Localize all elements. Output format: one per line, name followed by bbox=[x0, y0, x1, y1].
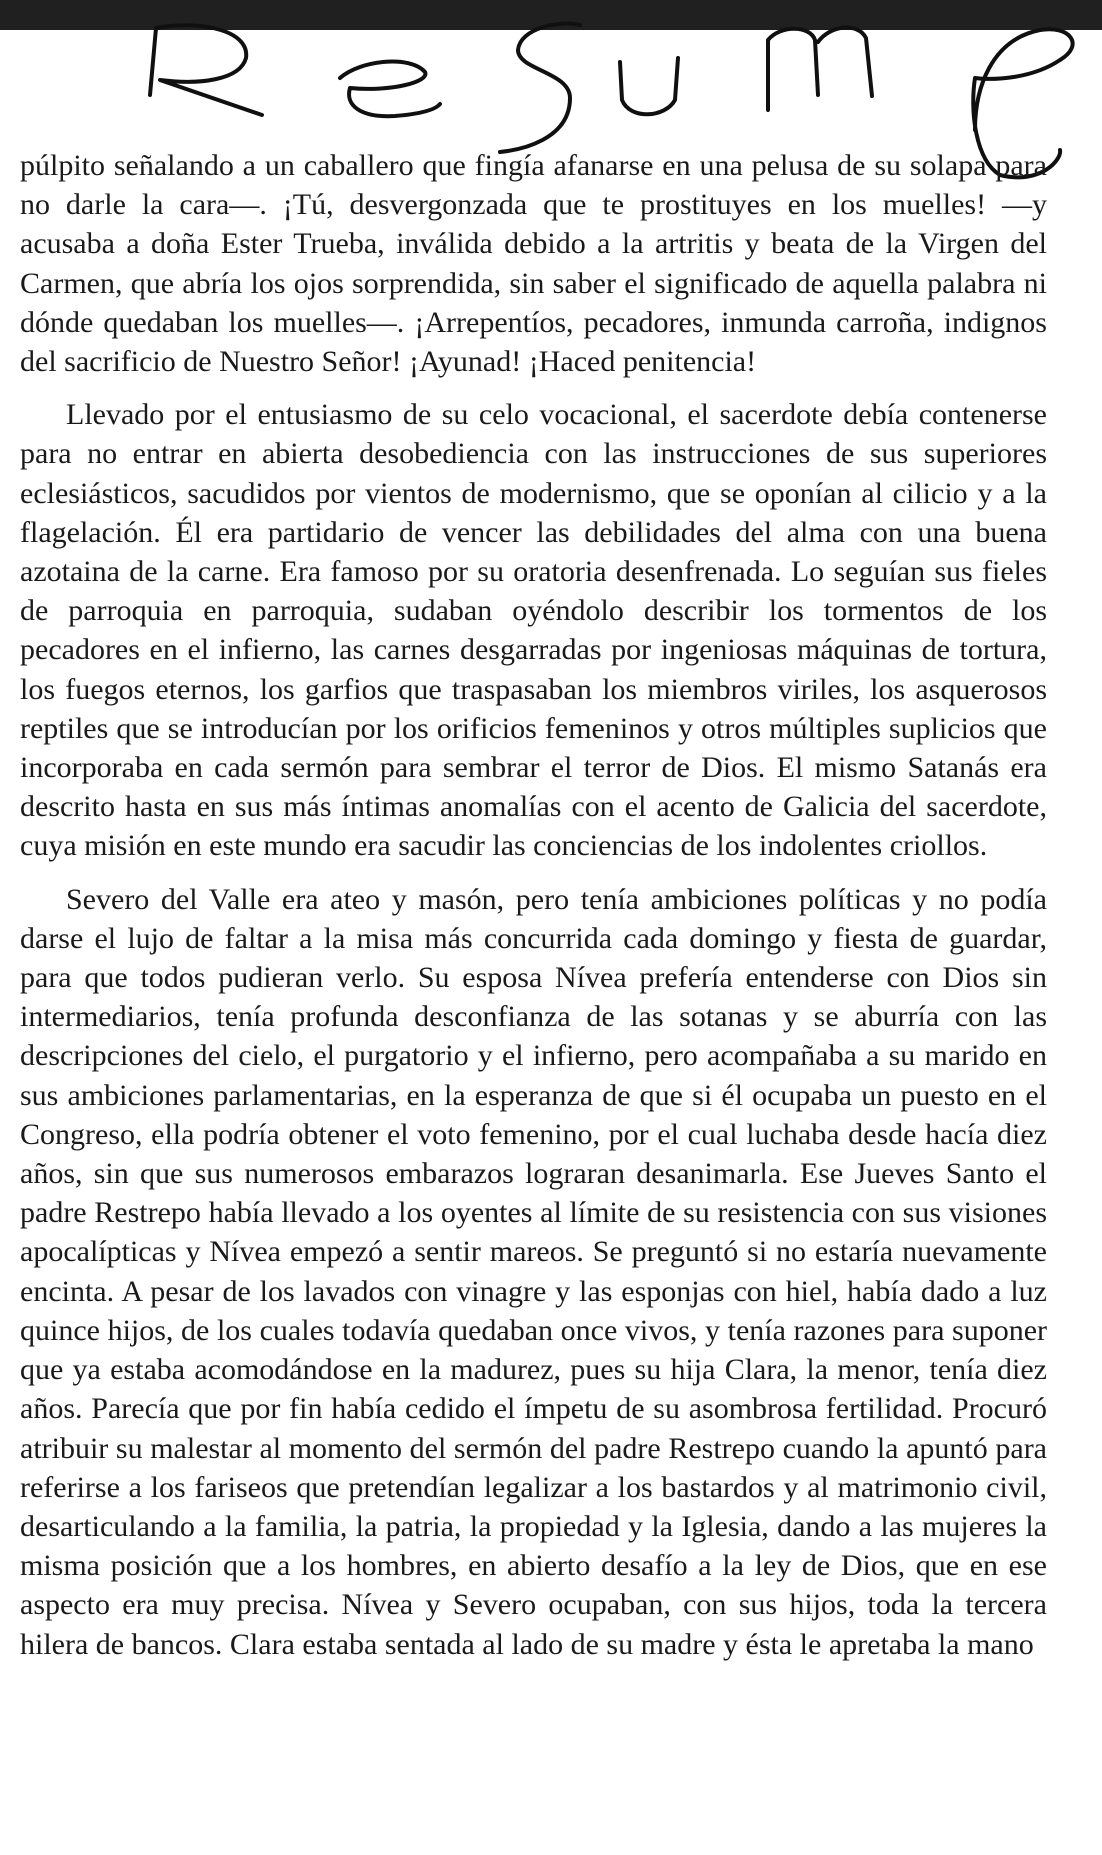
letter-m bbox=[768, 27, 872, 110]
letter-e bbox=[340, 62, 440, 117]
paragraph: púlpito señalando a un caballero que fingía afanarse en una pelusa de su solapa para no darle la cara—. ¡Tú, desvergonzada que te prostituyes en los muelles! —y acusaba a doña Ester Trueba, inválida debido a la artritis y beata de la Virgen del Carmen, que abría los ojos sorprendida, sin saber el significado de aquella palabra ni dónde quedaban los muelles—. ¡Arrepentíos, pecadores, inmunda carroña, indignos del sacrificio de Nuestro Señor! ¡Ayunad! ¡Haced penitencia! bbox=[20, 149, 1047, 379]
letter-u bbox=[620, 58, 678, 114]
letter-s bbox=[500, 24, 580, 152]
top-status-bar bbox=[0, 0, 1102, 30]
letter-r bbox=[150, 25, 262, 115]
book-page-text bbox=[20, 146, 1047, 1664]
paragraph: Severo del Valle era ateo y masón, pero tenía ambiciones políticas y no podía darse el lujo de faltar a la misa más concurrida cada domingo y fiesta de guardar, para que todos pudieran verlo. Su esposa Nívea prefería entenderse con Dios sin intermediarios, tenía profunda desconfianza de las sotanas y se aburría con las descripciones del cielo, el purgatorio y el infierno, pero acompañaba a su marido en sus ambiciones parlamentarias, en la esperanza de que si él ocupaba un puesto en el Congreso, ella podría obtener el voto femenino, por el cual luchaba desde hacía diez años, sin que sus numerosos embarazos lograran desanimarla. Ese Jueves Santo el padre Restrepo había llevado a los oyentes al límite de su resistencia con sus visiones apocalípticas y Nívea empezó a sentir mareos. Se preguntó si no estaría nuevamente encinta. A pesar de los lavados con vinagre y las esponjas con hiel, había dado a luz quince hijos, de los cuales todavía quedaban once vivos, y tenía razones para suponer que ya estaba acomodándose en la madurez, pues su hija Clara, la menor, tenía diez años. Parecía que por fin había cedido el ímpetu de su asombrosa fertilidad. Procuró atribuir su malestar al momento del sermón del padre Restrepo cuando la apuntó para referirse a los fariseos que pretendían legalizar a los bastardos y al matrimonio civil, desarticulando a la familia, la patria, la propiedad y la Iglesia, dando a las mujeres la misma posición que a los hombres, en abierto desafío a la ley de Dios, que en ese aspecto era muy precisa. Nívea y Severo ocupaban, con sus hijos, toda la tercera hilera de bancos. Clara estaba sentada al lado de su madre y ésta le apretaba la mano bbox=[20, 882, 1047, 1661]
paragraph: Llevado por el entusiasmo de su celo vocacional, el sacerdote debía contenerse para no entrar en abierta desobediencia con las instrucciones de sus superiores eclesiásticos, sacudidos por vientos de modernismo, que se oponían al cilicio y a la flagelación. Él era partidario de vencer las debilidades del alma con una buena azotaina de la carne. Era famoso por su oratoria desenfrenada. Lo seguían sus fieles de parroquia en parroquia, sudaban oyéndolo describir los tormentos de los pecadores en el infierno, las carnes desgarradas por ingeniosas máquinas de tortura, los fuegos eternos, los garfios que traspasaban los miembros viriles, los asquerosos reptiles que se introducían por los orificios femeninos y otros múltiples suplicios que incorporaba en cada sermón para sembrar el terror de Dios. El mismo Satanás era descrito hasta en sus más íntimas anomalías con el acento de Galicia del sacerdote, cuya misión en este mundo era sacudir las conciencias de los indolentes criollos. bbox=[20, 398, 1047, 863]
